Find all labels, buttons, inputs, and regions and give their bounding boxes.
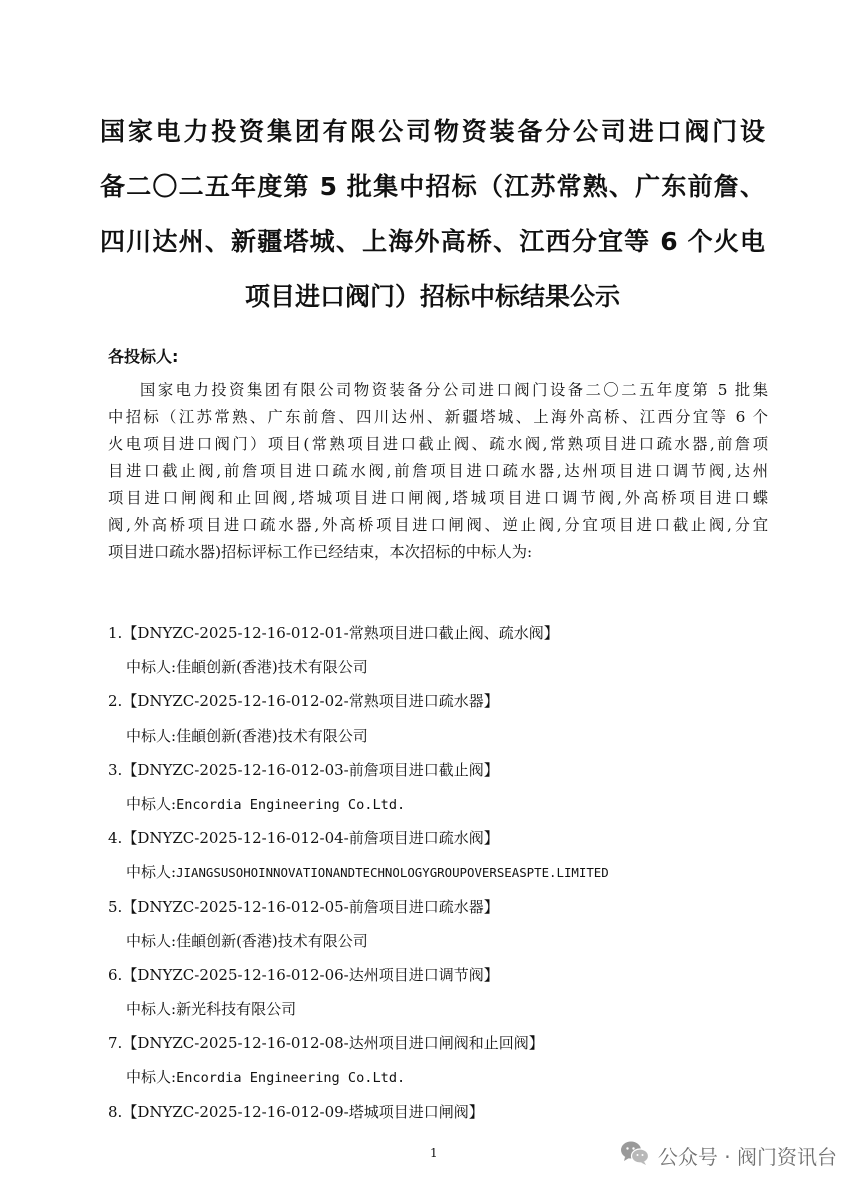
watermark-text: 公众号 · 阀门资讯台: [657, 1144, 837, 1169]
lot-heading: [108, 827, 768, 861]
winner-row: [108, 656, 768, 690]
wechat-icon: [620, 1140, 658, 1171]
winner-row: [108, 793, 768, 827]
winner-label: 中标人:: [126, 863, 177, 882]
title-line: 备二〇二五年度第 5 批集中招标（江苏常熟、广东前詹、: [100, 172, 765, 201]
winner-name: 佳頔创新(香港)技术有限公司: [176, 658, 368, 677]
winner-name: JIANGSUSOHOINNOVATIONANDTECHNOLOGYGROUPOVERSEASPTE.LIMITED: [176, 865, 609, 881]
body-line: 项目进口闸阀和止回阀,塔城项目进口闸阀,塔城项目进口调节阀,外高桥项目进口蝶: [108, 489, 768, 507]
lot-code: 【DNYZC-2025-12-16-012-09-塔城项目进口闸阀】: [122, 1102, 484, 1121]
body-line: 项目进口疏水器)招标评标工作已经结束，本次招标的中标人为:: [108, 543, 533, 561]
lot-code: 【DNYZC-2025-12-16-012-03-前詹项目进口截止阀】: [122, 760, 499, 779]
lot-code: 【DNYZC-2025-12-16-012-01-常熟项目进口截止阀、疏水阀】: [122, 624, 559, 642]
page-number: 1: [430, 1146, 438, 1160]
winner-name: 佳頔创新(香港)技术有限公司: [176, 726, 368, 745]
body-line: 阀,外高桥项目进口疏水器,外高桥项目进口闸阀、逆止阀,分宜项目进口截止阀,分宜: [108, 516, 768, 534]
title-line: 项目进口阀门）招标中标结果公示: [244, 282, 620, 311]
title-line: 国家电力投资集团有限公司物资装备分公司进口阀门设: [100, 117, 765, 146]
winner-name: Encordia Engineering Co.Ltd.: [176, 1070, 406, 1087]
winner-name: Encordia Engineering Co.Ltd.: [176, 796, 406, 813]
lot-heading: [108, 1032, 768, 1066]
lot-number: 8.: [108, 1102, 123, 1121]
lot-code: 【DNYZC-2025-12-16-012-08-达州项目进口闸阀和止回阀】: [122, 1034, 544, 1053]
winner-row: [108, 725, 768, 759]
winner-label: 中标人:: [126, 1000, 177, 1019]
award-list: [108, 622, 768, 1135]
document-title: [100, 104, 765, 324]
winner-name: 新光科技有限公司: [176, 1000, 297, 1019]
winner-label: 中标人:: [126, 1068, 177, 1087]
salutation: 各投标人:: [108, 347, 179, 366]
lot-number: 2.: [108, 692, 123, 711]
body-line: 火电项目进口阀门）项目(常熟项目进口截止阀、疏水阀,常熟项目进口疏水器,前詹项: [108, 435, 768, 453]
body-paragraph: [108, 377, 768, 566]
title-line: 四川达州、新疆塔城、上海外高桥、江西分宜等 6 个火电: [100, 227, 765, 256]
lot-heading: [108, 622, 768, 656]
body-line: 中招标（江苏常熟、广东前詹、四川达州、新疆塔城、上海外高桥、江西分宜等 6 个: [108, 408, 768, 426]
winner-label: 中标人:: [126, 726, 177, 745]
winner-row: [108, 998, 768, 1032]
winner-row: [108, 930, 768, 964]
winner-label: 中标人:: [126, 931, 177, 950]
lot-heading: [108, 964, 768, 998]
body-line: 国家电力投资集团有限公司物资装备分公司进口阀门设备二〇二五年度第 5 批集: [140, 381, 768, 399]
lot-heading: [108, 759, 768, 793]
winner-row: [108, 1066, 768, 1100]
lot-number: 7.: [108, 1034, 123, 1053]
lot-code: 【DNYZC-2025-12-16-012-02-常熟项目进口疏水器】: [122, 692, 499, 711]
lot-number: 3.: [108, 760, 123, 779]
watermark: [620, 1140, 837, 1170]
lot-number: 5.: [108, 897, 123, 916]
winner-label: 中标人:: [126, 794, 177, 813]
lot-heading: [108, 896, 768, 930]
lot-code: 【DNYZC-2025-12-16-012-04-前詹项目进口疏水阀】: [122, 829, 499, 848]
body-line: 目进口截止阀,前詹项目进口疏水阀,前詹项目进口疏水器,达州项目进口调节阀,达州: [108, 462, 768, 480]
lot-code: 【DNYZC-2025-12-16-012-06-达州项目进口调节阀】: [122, 965, 499, 984]
winner-name: 佳頔创新(香港)技术有限公司: [176, 931, 368, 950]
lot-number: 4.: [108, 829, 123, 848]
lot-heading: [108, 1101, 768, 1135]
winner-row: [108, 861, 768, 895]
lot-number: 1.: [108, 624, 123, 642]
lot-heading: [108, 690, 768, 724]
lot-code: 【DNYZC-2025-12-16-012-05-前詹项目进口疏水器】: [122, 897, 499, 916]
lot-number: 6.: [108, 965, 123, 984]
winner-label: 中标人:: [126, 658, 177, 677]
